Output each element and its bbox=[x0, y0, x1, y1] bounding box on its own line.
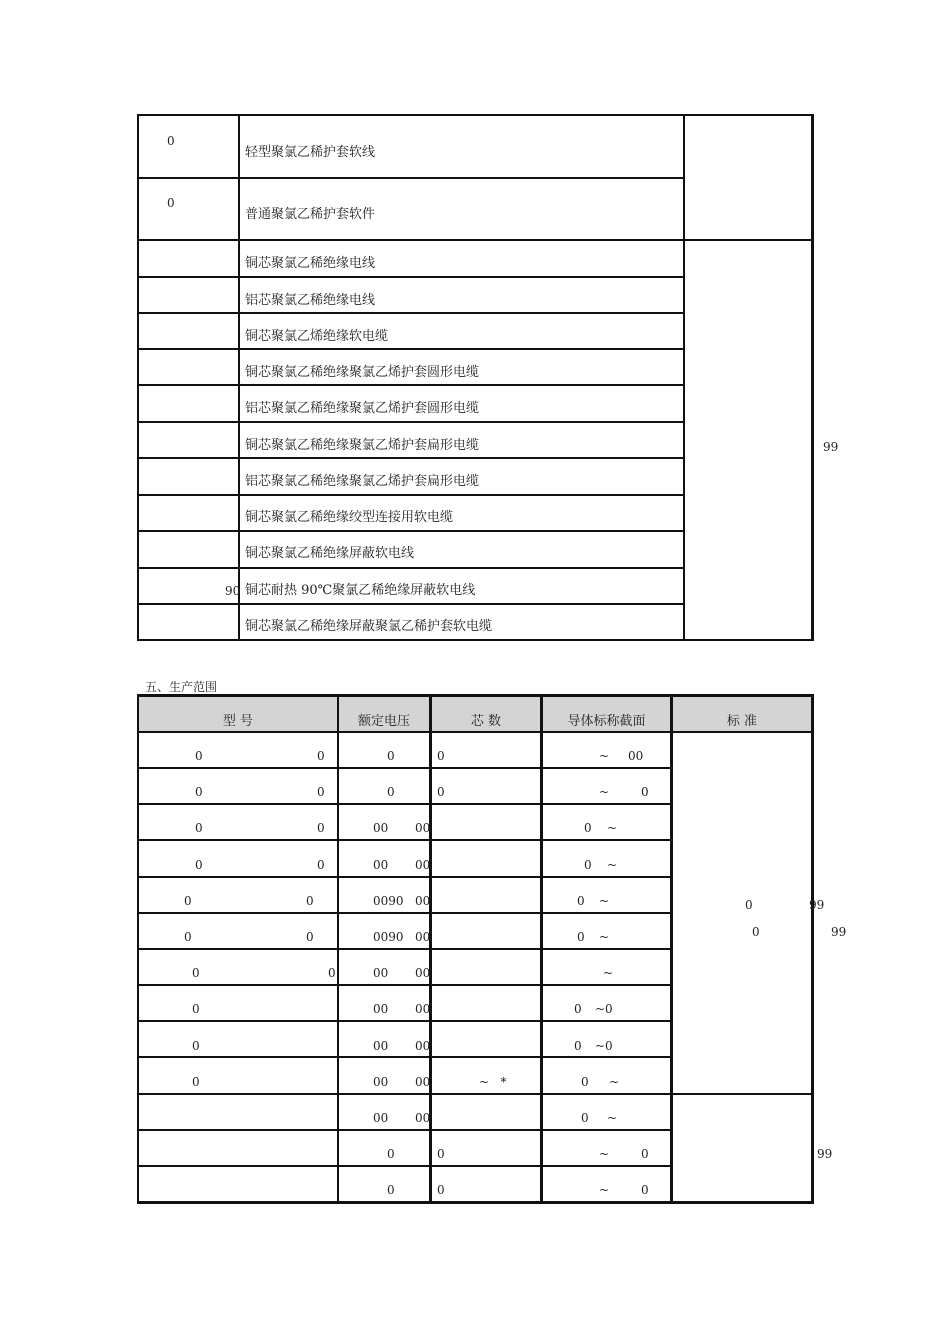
row-divider bbox=[137, 276, 685, 278]
section-value: 0 bbox=[584, 821, 592, 835]
voltage-value: 0090 bbox=[373, 930, 404, 944]
section-value: ~ bbox=[599, 749, 610, 763]
header-section: 导体标称截面 bbox=[567, 714, 646, 729]
product-table bbox=[137, 114, 839, 641]
voltage-value: 00 bbox=[415, 858, 431, 872]
cores-value: ~ * bbox=[479, 1075, 507, 1089]
product-code: 0 bbox=[167, 196, 175, 210]
row-divider bbox=[137, 348, 685, 350]
table-border bbox=[811, 114, 814, 641]
row-divider bbox=[137, 312, 685, 314]
voltage-value: 00 bbox=[415, 930, 431, 944]
product-name: 铜芯聚氯乙稀绝缘聚氯乙烯护套圆形电缆 bbox=[245, 365, 480, 380]
section-value: ~0 bbox=[595, 1039, 613, 1053]
row-divider bbox=[137, 421, 685, 423]
voltage-value: 00 bbox=[373, 858, 389, 872]
model-value: 0 bbox=[184, 894, 192, 908]
section-value: 0 bbox=[581, 1111, 589, 1125]
column-divider bbox=[683, 114, 685, 641]
section-value: 0 bbox=[577, 930, 585, 944]
cores-value: 0 bbox=[437, 785, 445, 799]
row-divider bbox=[137, 567, 685, 569]
cores-value: 0 bbox=[437, 1183, 445, 1197]
standard-value: 99 bbox=[831, 925, 847, 939]
row-divider bbox=[137, 1093, 814, 1095]
production-range-table bbox=[137, 694, 847, 1204]
section-value: ~ bbox=[607, 1111, 618, 1125]
section-value: ~ bbox=[607, 821, 618, 835]
model-value: 0 bbox=[317, 785, 325, 799]
voltage-value: 0 bbox=[387, 1183, 395, 1197]
section-value: 0 bbox=[641, 785, 649, 799]
model-value: 0 bbox=[195, 821, 203, 835]
standard-note: 99 bbox=[823, 440, 839, 454]
section-value: ~ bbox=[599, 1147, 610, 1161]
voltage-value: 00 bbox=[373, 1075, 389, 1089]
product-name: 铜芯耐热 90℃聚氯乙稀绝缘屏蔽软电线 bbox=[245, 583, 476, 598]
table-border bbox=[137, 694, 814, 697]
voltage-value: 0 bbox=[387, 785, 395, 799]
row-divider bbox=[137, 876, 673, 878]
section-value: 0 bbox=[574, 1039, 582, 1053]
section-value: 0 bbox=[574, 1002, 582, 1016]
model-value: 0 bbox=[317, 821, 325, 835]
row-divider bbox=[137, 984, 673, 986]
voltage-value: 0090 bbox=[373, 894, 404, 908]
model-value: 0 bbox=[184, 930, 192, 944]
model-value: 0 bbox=[192, 1039, 200, 1053]
section-title: 五、生产范围 bbox=[145, 680, 218, 694]
row-divider bbox=[137, 1129, 673, 1131]
row-divider bbox=[137, 948, 673, 950]
row-divider bbox=[137, 1056, 673, 1058]
standard-value: 99 bbox=[817, 1147, 833, 1161]
model-value: 0 bbox=[195, 858, 203, 872]
voltage-value: 00 bbox=[373, 966, 389, 980]
section-value: ~ bbox=[603, 966, 614, 980]
standard-value: 0 bbox=[752, 925, 760, 939]
product-name: 普通聚氯乙稀护套软件 bbox=[245, 207, 376, 222]
model-value: 0 bbox=[192, 1075, 200, 1089]
model-value: 0 bbox=[195, 749, 203, 763]
row-divider bbox=[137, 239, 814, 241]
product-name: 铝芯聚氯乙稀绝缘聚氯乙烯护套圆形电缆 bbox=[245, 401, 480, 416]
section-value: ~ bbox=[599, 785, 610, 799]
header-model: 型 号 bbox=[222, 714, 254, 729]
row-divider bbox=[137, 767, 673, 769]
model-value: 0 bbox=[317, 858, 325, 872]
voltage-value: 00 bbox=[415, 1039, 431, 1053]
section-value: ~ bbox=[599, 930, 610, 944]
section-value: ~ bbox=[607, 858, 618, 872]
model-value: 0 bbox=[192, 1002, 200, 1016]
header-voltage: 额定电压 bbox=[357, 714, 410, 729]
section-value: ~0 bbox=[595, 1002, 613, 1016]
section-value: ~ bbox=[599, 1183, 610, 1197]
voltage-value: 00 bbox=[415, 1111, 431, 1125]
table-border bbox=[137, 114, 139, 641]
model-value: 0 bbox=[192, 966, 200, 980]
section-value: ~ bbox=[599, 894, 610, 908]
section-value: 0 bbox=[641, 1183, 649, 1197]
voltage-value: 00 bbox=[373, 1039, 389, 1053]
row-divider bbox=[137, 603, 685, 605]
product-name: 铜芯聚氯乙稀绝缘聚氯乙烯护套扁形电缆 bbox=[245, 438, 480, 453]
voltage-value: 0 bbox=[387, 749, 395, 763]
row-divider bbox=[137, 494, 685, 496]
voltage-value: 00 bbox=[373, 1111, 389, 1125]
product-name: 铝芯聚氯乙稀绝缘聚氯乙烯护套扁形电缆 bbox=[245, 474, 480, 489]
cores-value: 0 bbox=[437, 749, 445, 763]
row-divider bbox=[137, 1165, 673, 1167]
row-divider bbox=[137, 177, 685, 179]
voltage-value: 0 bbox=[387, 1147, 395, 1161]
section-value: ~ bbox=[609, 1075, 620, 1089]
model-value: 0 bbox=[317, 749, 325, 763]
model-value: 0 bbox=[195, 785, 203, 799]
voltage-value: 00 bbox=[415, 1075, 431, 1089]
voltage-value: 00 bbox=[415, 894, 431, 908]
voltage-value: 00 bbox=[415, 966, 431, 980]
row-divider bbox=[137, 457, 685, 459]
section-value: 0 bbox=[577, 894, 585, 908]
section-value: 00 bbox=[628, 749, 644, 763]
table-border bbox=[137, 1201, 814, 1204]
row-divider bbox=[137, 530, 685, 532]
voltage-value: 00 bbox=[415, 1002, 431, 1016]
product-name: 轻型聚氯乙稀护套软线 bbox=[245, 145, 376, 160]
product-name: 铜芯聚氯乙稀绝缘绞型连接用软电缆 bbox=[245, 510, 454, 525]
row-divider bbox=[137, 1020, 673, 1022]
cores-value: 0 bbox=[437, 1147, 445, 1161]
standard-value: 99 bbox=[809, 898, 825, 912]
product-name: 铜芯聚氯乙稀绝缘屏蔽聚氯乙稀护套软电缆 bbox=[245, 619, 493, 634]
table-border bbox=[811, 694, 814, 1204]
voltage-value: 00 bbox=[373, 1002, 389, 1016]
product-code: 90 bbox=[225, 584, 241, 598]
model-value: 0 bbox=[306, 894, 314, 908]
row-divider bbox=[137, 731, 814, 733]
product-name: 铝芯聚氯乙稀绝缘电线 bbox=[245, 293, 376, 308]
column-divider bbox=[238, 114, 240, 641]
standard-value: 0 bbox=[745, 898, 753, 912]
product-code: 0 bbox=[167, 134, 175, 148]
model-value: 0 bbox=[328, 966, 336, 980]
header-cores: 芯 数 bbox=[470, 714, 502, 729]
model-value: 0 bbox=[306, 930, 314, 944]
row-divider bbox=[137, 839, 673, 841]
header-standard: 标 准 bbox=[726, 714, 758, 729]
row-divider bbox=[137, 912, 673, 914]
section-value: 0 bbox=[584, 858, 592, 872]
product-name: 铜芯聚氯乙稀绝缘电线 bbox=[245, 256, 376, 271]
row-divider bbox=[137, 803, 673, 805]
row-divider bbox=[137, 384, 685, 386]
product-name: 铜芯聚氯乙稀绝缘屏蔽软电线 bbox=[245, 546, 415, 561]
product-name: 铜芯聚氯乙烯绝缘软电缆 bbox=[245, 329, 389, 344]
section-value: 0 bbox=[581, 1075, 589, 1089]
voltage-value: 00 bbox=[415, 821, 431, 835]
voltage-value: 00 bbox=[373, 821, 389, 835]
section-value: 0 bbox=[641, 1147, 649, 1161]
